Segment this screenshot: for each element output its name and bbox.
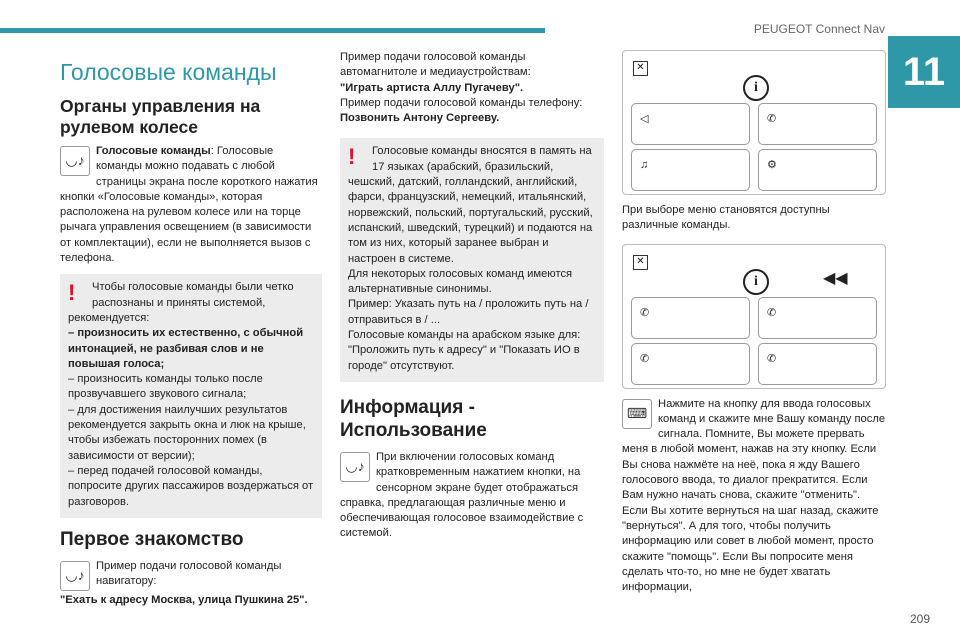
header-accent-line [0,28,545,33]
steering-voice-icon: ◡♪ [60,146,90,176]
phone-example: Пример подачи голосовой команды телефону: [340,96,583,109]
media-example: Пример подачи голосовой команды автомагнитоле и медиаустройствам: [340,51,531,79]
navigation-icon: ◁ [640,113,649,125]
tile-navigation[interactable] [631,103,750,145]
running-header: PEUGEOT Connect Nav [753,22,885,36]
music-icon: ♫ [640,159,649,171]
steering-voice-icon: ◡♪ [340,452,370,482]
first-command: "Ехать к адресу Москва, улица Пушкина 25". [60,593,308,606]
tile-phone[interactable] [758,297,877,339]
heading-info: Информация - Использование [340,396,487,441]
column-2 [340,50,604,542]
first-text: Пример подачи голосовой команды навигатору: [96,559,282,588]
tile-phone[interactable] [758,103,877,145]
warning-icon: ! [68,280,76,306]
tile-phone[interactable] [631,297,750,339]
phone-icon: ✆ [767,352,777,365]
warning-intro: Чтобы голосовые команды были четко распознаны и приняты системой, рекомендуется: [68,281,294,324]
warning-bullet-3: – для достижения наилучших результатов рекомендуется закрыть окна и люк на крыше, чтобы избежать посторонних помех (в зависимости от версии); [68,403,306,462]
info-icon[interactable]: i [743,75,769,101]
phone-icon: ✆ [640,306,650,319]
info-paragraph [340,450,604,542]
voice-menu-screen-1 [622,50,886,195]
top-bar [0,0,960,34]
warning-note [60,274,322,517]
tile-settings[interactable] [758,149,877,191]
chapter-tab: 11 [888,36,960,108]
voice-keyboard-icon: ⌨ [622,399,652,429]
synonyms-text: Для некоторых голосовых команд имеются альтернативные синонимы. [348,267,573,296]
info-text: При включении голосовых команд кратковременным нажатием кнопки, на сенсорном экране будет отображаться справка, предлагающая различные меню и обеспечивающая голосовое взаимодействие с системой. [340,450,584,540]
page-number: 209 [909,612,930,626]
warning-icon: ! [348,144,356,170]
heading-first: Первое знакомство [60,528,244,550]
column-3 [622,50,886,595]
voice-command-body: : Голосовые команды можно подавать с любой страницы экрана после короткого нажатия кнопки «Голосовые команды», которая расположена на рулевом колесе или на торце рычага управления освещением (в зависимости от комплектации), если не выполняется вызов с телефона. [60,145,318,265]
warning-bullet-4: – перед подачей голосовой команды, попросите других пассажиров воздержаться от разговоров. [68,464,314,508]
phone-icon: ✆ [767,113,777,125]
close-icon[interactable]: ✕ [633,255,648,270]
steering-voice-icon: ◡♪ [60,561,90,591]
rewind-icon[interactable]: ◀◀ [823,269,848,287]
tile-media[interactable] [631,149,750,191]
languages-note [340,138,604,381]
menu-text: При выборе меню становятся доступны различные команды. [622,204,830,232]
phone-icon: ✆ [640,352,650,365]
first-paragraph [60,559,322,590]
heading-steering: Органы управления на рулевом колесе [60,96,261,137]
info-icon[interactable]: i [743,269,769,295]
voice-command-paragraph [60,144,322,266]
tile-phone[interactable] [631,343,750,385]
voice-menu-screen-2 [622,244,886,389]
column-1 [60,50,322,608]
section-title: Голосовые команды [60,59,277,85]
example-text: Пример: Указать путь на / проложить путь на / отправиться в / ... [348,298,589,326]
arabic-text: Голосовые команды на арабском языке для: "Проложить путь к адресу" и "Показать ИО в городе" отсутствуют. [348,329,581,372]
phone-icon: ✆ [767,306,777,319]
press-paragraph [622,397,886,596]
voice-command-label: Голосовые команды [96,145,211,157]
languages-text: Голосовые команды вносятся в память на 17 языках (арабский, бразильский, чешский, датский, голландский, английский, фарси, французский, немецкий, итальянский, норвежский, польский, португальский, русский, испанский, шведский, турецкий) и подаются на том из них, который заранее выбран и настроен в системе. [348,145,593,265]
tile-phone[interactable] [758,343,877,385]
phone-command: Позвонить Антону Сергееву. [340,112,500,125]
media-command: "Играть артиста Аллу Пугачеву". [340,81,524,94]
close-icon[interactable]: ✕ [633,61,648,76]
warning-bullet-2: – произносить команды только после прозвучавшего звукового сигнала; [68,373,263,401]
settings-icon: ⚙ [767,159,777,171]
press-text: Нажмите на кнопку для ввода голосовых команд и скажите мне Вашу команду после сигнала. Помните, Вы можете прервать меня в любой момент, нажав на эту кнопку. Если Вы снова нажмёте на неё, пока я жду Вашего голосового ввода, то диалог прекратится. Если Вам нужно начать снова, скажите "отменить". Если Вы хотите вернуться на шаг назад, скажите "вернуться". А для того, чтобы получить информацию или совет в любой момент, просто скажите "помощь". Если Вы попросите меня сделать что-то, но мне не будет хватать информации, [622,397,886,594]
warning-bullet-1: – произносить их естественно, с обычной интонацией, не разбивая слов и не повышая голоса; [68,327,304,370]
